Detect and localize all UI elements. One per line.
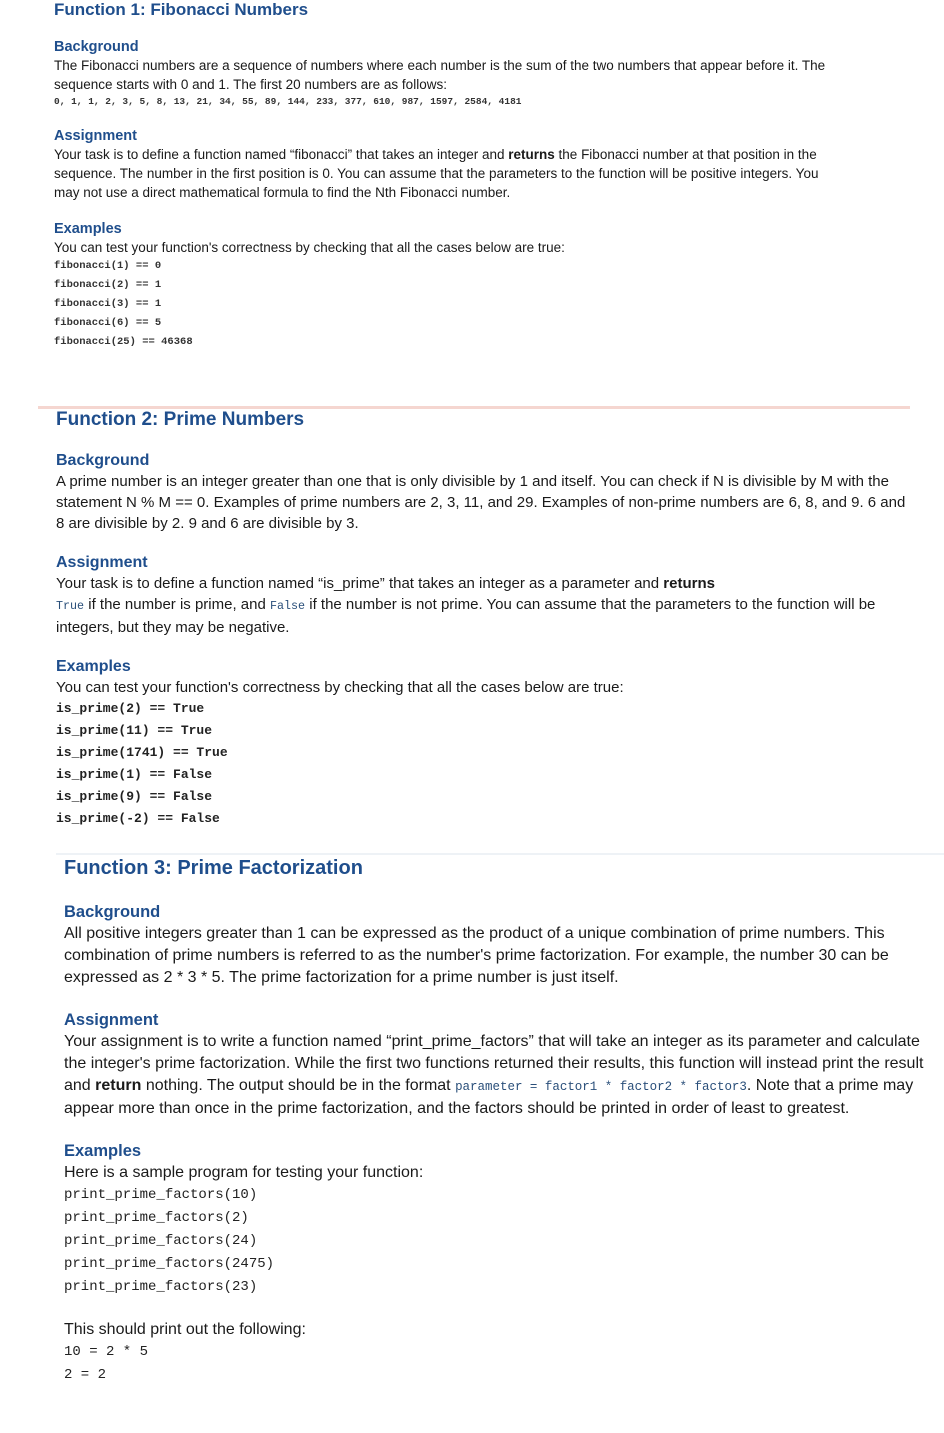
output-line: 10 = 2 * 5 — [64, 1344, 149, 1360]
factorization-examples-intro: Here is a sample program for testing your function: — [64, 1164, 424, 1181]
factorization-background-text: All positive integers greater than 1 can be expressed as the product of a unique combination of prime numbers. This combination of prime numbers is referred to as the number's prime factorization. For example, the number 30 can be expressed as 2 * 3 * 5. The prime factorization for a prime number is just itself. — [64, 925, 889, 986]
code-line: is_prime(2) == True — [56, 701, 205, 716]
factorization-section — [64, 855, 924, 1387]
factorization-title: Function 3: Prime Factorization — [64, 857, 363, 879]
fibonacci-examples-intro: You can test your function's correctness by checking that all the cases below are true: — [54, 240, 565, 255]
fibonacci-title: Function 1: Fibonacci Numbers — [54, 0, 309, 19]
factorization-output-intro: This should print out the following: — [64, 1321, 306, 1338]
fibonacci-sequence: 0, 1, 1, 2, 3, 5, 8, 13, 21, 34, 55, 89, 144, 233, 377, 610, 987, 1597, 2584, 4181 — [54, 96, 522, 107]
prime-section — [56, 408, 916, 830]
factorization-output-list — [64, 1341, 924, 1387]
prime-assignment-heading: Assignment — [56, 554, 148, 571]
code-line: print_prime_factors(10) — [64, 1187, 258, 1203]
prime-title: Function 2: Prime Numbers — [56, 409, 305, 430]
fibonacci-examples-list — [54, 257, 844, 352]
code-line: print_prime_factors(2475) — [64, 1256, 275, 1272]
code-line: fibonacci(1) == 0 — [54, 260, 162, 272]
fibonacci-assignment-heading: Assignment — [54, 128, 137, 144]
factorization-examples-list — [64, 1184, 924, 1299]
code-line: fibonacci(6) == 5 — [54, 317, 162, 329]
code-line: fibonacci(25) == 46368 — [54, 336, 193, 348]
factorization-assignment-text: Your assignment is to write a function named “print_prime_factors” that will take an integer as its parameter and calculate the integer's prime factorization. While the first two functions returned their results, this function will instead print the result and return nothing. The output should be in the format parameter = factor1 * factor2 * factor3. Note that a prime may appear more than once in the prime factorization, and the factors should be printed in order of least to greatest. — [64, 1033, 924, 1117]
code-line: is_prime(-2) == False — [56, 811, 220, 826]
code-line: print_prime_factors(2) — [64, 1210, 249, 1226]
prime-examples-heading: Examples — [56, 658, 131, 675]
prime-examples-list — [56, 698, 916, 830]
factorization-examples-heading: Examples — [64, 1142, 142, 1160]
fibonacci-background-heading: Background — [54, 39, 139, 55]
fibonacci-background-text: The Fibonacci numbers are a sequence of numbers where each number is the sum of the two numbers that appear before it. The sequence starts with 0 and 1. The first 20 numbers are as follows: — [54, 58, 826, 92]
code-line: fibonacci(3) == 1 — [54, 298, 162, 310]
code-line: is_prime(1741) == True — [56, 745, 228, 760]
prime-background-heading: Background — [56, 452, 150, 469]
fibonacci-section — [54, 0, 844, 352]
fibonacci-assignment-text: Your task is to define a function named “fibonacci” that takes an integer and returns the Fibonacci number at that position in the sequence. The number in the first position is 0. You can assume that the parameters to the function will be positive integers. You may not use a direct mathematical formula to find the Nth Fibonacci number. — [54, 147, 819, 200]
code-line: is_prime(11) == True — [56, 723, 213, 738]
code-line: fibonacci(2) == 1 — [54, 279, 162, 291]
prime-background-text: A prime number is an integer greater than one that is only divisible by 1 and itself. You can check if N is divisible by M with the statement N % M == 0. Examples of prime numbers are 2, 3, 11, and 29. Examples of non-prime numbers are 6, 8, and 9. 6 and 8 are divisible by 2. 9 and 6 are divisible by 3. — [56, 473, 906, 532]
code-line: is_prime(1) == False — [56, 767, 213, 782]
prime-assignment-text: Your task is to define a function named “is_prime” that takes an integer as a parameter and returns True if the number is prime, and False if the number is not prime. You can assume that the parameters to the function will be integers, but they may be negative. — [56, 575, 876, 636]
prime-examples-intro: You can test your function's correctness by checking that all the cases below are true: — [56, 679, 624, 696]
code-line: print_prime_factors(24) — [64, 1233, 258, 1249]
output-line: 2 = 2 — [64, 1367, 107, 1383]
code-line: print_prime_factors(23) — [64, 1279, 258, 1295]
code-line: is_prime(9) == False — [56, 789, 213, 804]
factorization-background-heading: Background — [64, 903, 161, 921]
factorization-assignment-heading: Assignment — [64, 1011, 159, 1029]
fibonacci-examples-heading: Examples — [54, 221, 122, 237]
